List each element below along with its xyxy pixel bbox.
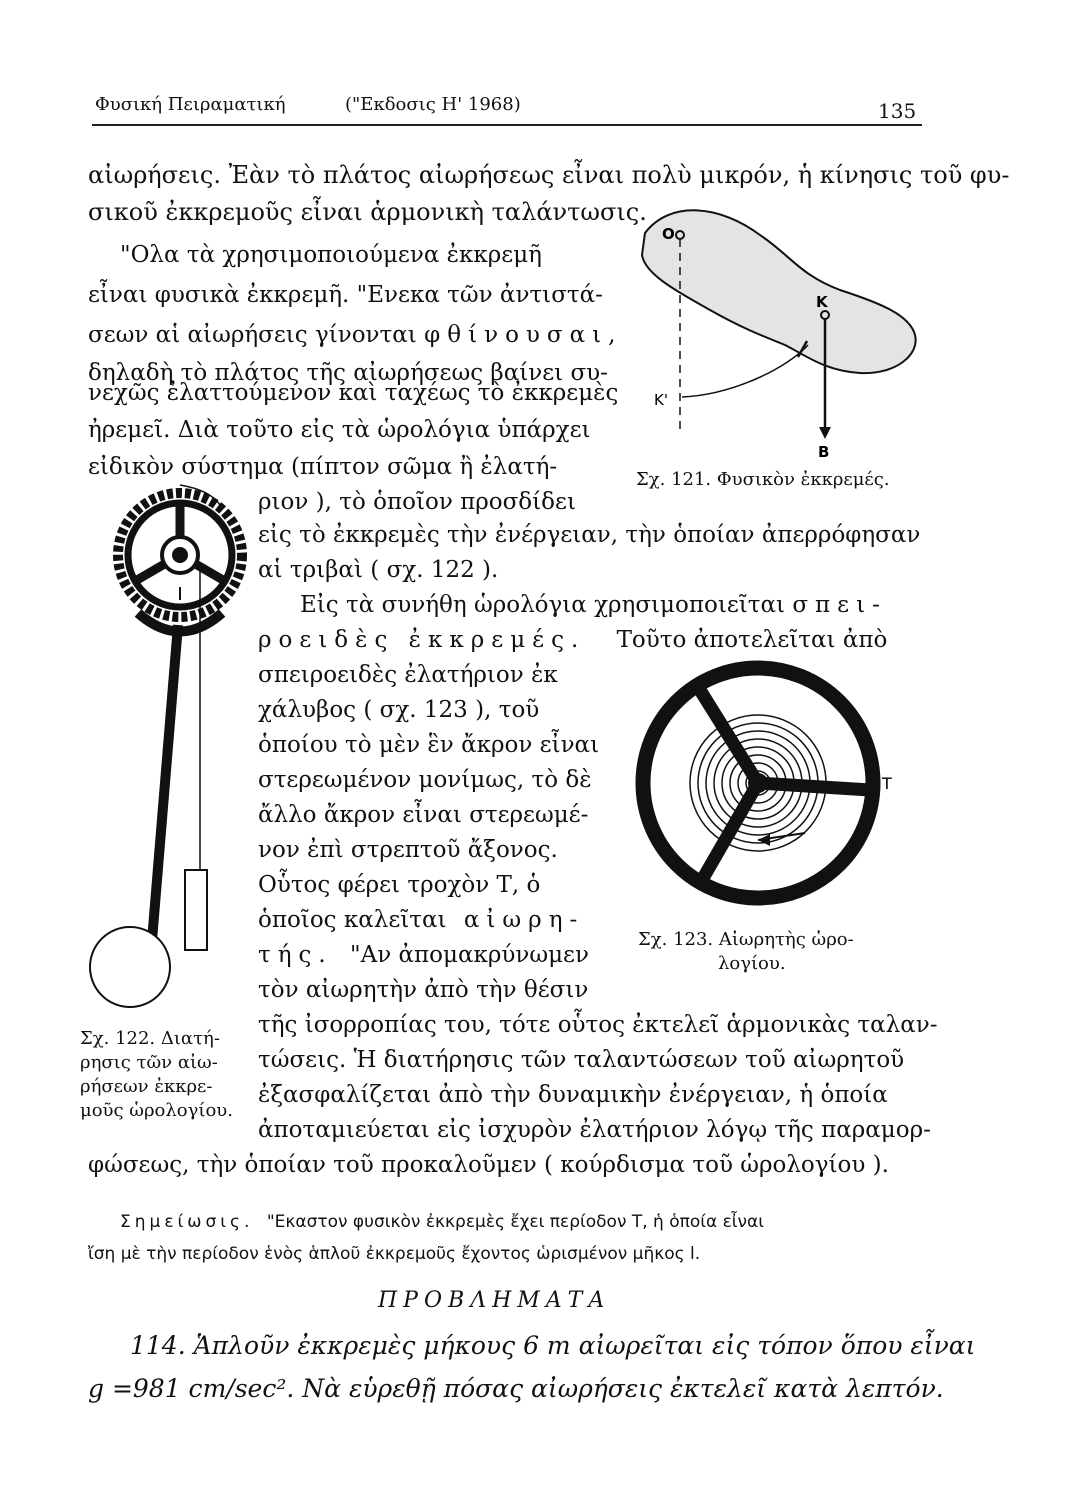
body-line: νον ἐπὶ στρεπτοῦ ἄξονος. [258,837,558,863]
label-k: K [816,293,828,311]
problem-line: 114. Ἁπλοῦν ἐκκρεμὲς μήκους 6 m αἰωρεῖται εἰς τόπον ὅπου εἶναι [130,1331,976,1360]
body-line: τὸν αἰωρητὴν ἀπὸ τὴν θέσιν [258,977,589,1003]
body-line: εἰς τὸ ἐκκρεμὲς τὴν ἐνέργειαν, τὴν ὁποίαν ἀπερρόφησαν [258,522,921,548]
body-line: ριον ), τὸ ὁποῖον προσδίδει [258,489,576,515]
note-label: Σημείωσις. [120,1212,254,1232]
body-text: σεων αἱ αἰωρήσεις γίνονται [88,322,417,348]
figure-123-caption-line: λογίου. [718,953,786,974]
balance-hub [748,773,768,793]
page-number: 135 [878,99,917,123]
body-line: εἰδικὸν σύστημα (πίπτον σῶμα ἢ ἐλατή- [88,454,558,480]
body-line: σικοῦ ἐκκρεμοῦς εἶναι ἁρμονικὴ ταλάντωσις. [88,198,647,226]
figure-123-caption-line: Σχ. 123. Αἰωρητὴς ὡρο- [638,929,854,950]
swing-arc [682,345,808,397]
body-line [258,625,887,655]
figure-123 [630,655,900,920]
problem-line: g =981 cm/sec². Νὰ εὑρεθῇ πόσας αἰωρήσεις ἐκτελεῖ κατὰ λεπτόν. [88,1374,944,1403]
body-line: Οὗτος φέρει τροχὸν Τ, ὁ [258,872,541,898]
body-line: νεχῶς ἐλαττούμενον καὶ ταχέως τὸ ἐκκρεμὲς [88,380,619,406]
pendulum-bob [90,927,170,1007]
body-line [258,905,584,935]
figure-122-caption-line: Σχ. 122. Διατή- [80,1028,220,1049]
body-line: αἰωρήσεις. Ἐὰν τὸ πλάτος αἰωρήσεως εἶναι πολὺ μικρόν, ἡ κίνησις τοῦ φυ- [88,161,1010,189]
figure-121-caption: Σχ. 121. Φυσικὸν ἐκκρεμές. [636,469,890,490]
body-line: ἐξασφαλίζεται ἀπὸ τὴν δυναμικὴν ἐνέργειαν, ἡ ὁποία [258,1082,888,1108]
body-line: χάλυβος ( σχ. 123 ), τοῦ [258,697,540,723]
figure-121 [610,195,930,465]
figure-122-caption-line: ρησις τῶν αἰω- [80,1052,218,1073]
body-text: ὁποῖος καλεῖται [258,907,447,933]
body-line: τῆς ἰσορροπίας του, τότε οὗτος ἐκτελεῖ ἁρμονικὰς ταλαν- [258,1012,938,1038]
body-line [258,940,589,970]
problems-heading: ΠΡΟΒΛΗΜΑΤΑ [378,1288,611,1313]
spaced-term: φθίνουσαι, [424,322,623,348]
wheel-spoke [758,783,870,790]
figure-122 [80,475,255,1020]
note-text: "Εκαστον φυσικὸν ἐκκρεμὲς ἔχει περίοδον Τ, ἡ ὁποία εἶναι [266,1212,765,1232]
header-rule [92,124,922,126]
body-line: ἠρεμεῖ. Διὰ τοῦτο εἰς τὰ ὡρολόγια ὑπάρχει [88,417,591,443]
body-text: Εἰς τὰ συνήθη ὡρολόγια χρησιμοποιεῖται [300,592,786,618]
spaced-term: τής. [258,942,333,968]
body-line: "Ολα τὰ χρησιμοποιούμενα ἐκκρεμῆ [120,242,542,268]
body-line: τώσεις. Ἡ διατήρησις τῶν ταλαντώσεων τοῦ αἰωρητοῦ [258,1047,905,1073]
body-line: ἀποταμιεύεται εἰς ἰσχυρὸν ἐλατήριον λόγῳ τῆς παραμορ- [258,1117,931,1143]
pendulum-weight-rest [185,870,207,950]
body-line [88,320,622,350]
figure-122-caption-line: ρήσεων ἐκκρε- [80,1076,213,1097]
body-text: "Αν ἀπομακρύνωμεν [350,942,589,968]
body-line: φώσεως, τὴν ὁποίαν τοῦ προκαλοῦμεν ( κούρδισμα τοῦ ὡρολογίου ). [88,1152,889,1178]
spaced-term: ροειδὲς ἐκκρεμές. [258,627,586,653]
body-text: Τοῦτο ἀποτελεῖται ἀπὸ [616,627,888,653]
spaced-term: αἰωρη- [463,907,585,933]
body-line: στερεωμένον μονίμως, τὸ δὲ [258,767,592,793]
rotation-arrow [758,834,770,846]
spaced-term: σπει- [792,592,887,618]
label-k-prime: K' [654,391,668,409]
arrow-b [819,427,831,439]
label-b: B [818,443,830,461]
running-title: Φυσική Πειραματική [95,94,286,115]
label-t: T [882,774,892,793]
body-line: εἶναι φυσικὰ ἐκκρεμῆ. "Ενεκα τῶν ἀντιστά- [88,282,603,308]
label-o: O [662,225,675,243]
body-line: ὁποίου τὸ μὲν ἓν ἄκρον εἶναι [258,732,600,758]
body-line: αἱ τριβαὶ ( σχ. 122 ). [258,557,499,583]
note-line [120,1210,764,1234]
body-line: σπειροειδὲς ἐλατήριον ἐκ [258,662,558,688]
body-line: δηλαδὴ τὸ πλάτος τῆς αἰωρήσεως βαίνει συ- [88,360,608,386]
note-line: ἴση μὲ τὴν περίοδον ἑνὸς ἁπλοῦ ἐκκρεμοῦς ἔχοντος ὡρισμένον μῆκος l. [88,1244,701,1264]
edition-note: ("Εκδοσις Η' 1968) [345,94,521,115]
figure-122-caption-line: μοῦς ὡρολογίου. [80,1100,233,1121]
body-line [300,590,887,620]
pendulum-rod [150,625,178,965]
body-line: ἄλλο ἄκρον εἶναι στερεωμέ- [258,802,589,828]
